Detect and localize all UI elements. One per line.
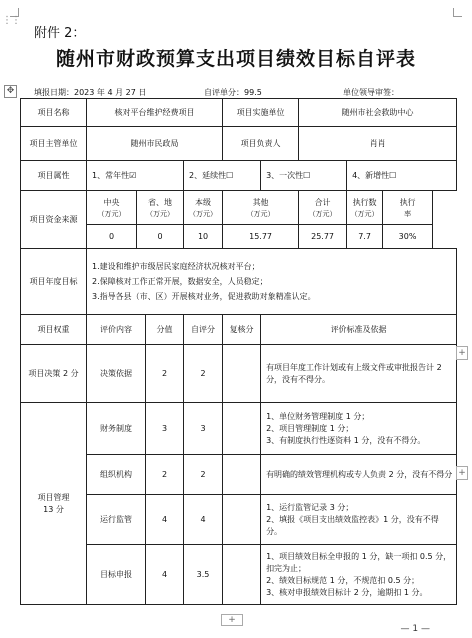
- content-cell: 组织机构: [87, 455, 146, 495]
- weight-decision: 项目决策 2 分: [21, 345, 87, 403]
- dept-label: 项目主管单位: [21, 127, 87, 161]
- funds-header-central: 中央 （万元）: [87, 191, 137, 225]
- attr-option-2[interactable]: 2、延续性☐: [184, 161, 261, 191]
- content-cell: 财务制度: [87, 403, 146, 455]
- row-score-header: [21, 315, 457, 345]
- criteria-cell: 有项目年度工作计划或有上级文件或审批报告计 2 分，没有不得分。: [261, 345, 457, 403]
- criteria-cell: 1、项目绩效目标全申报的 1 分，缺一项扣 0.5 分，扣完为止； 2、绩效目标规范 1 分，不规范扣 0.5 分； 3、核对申报绩效目标计 2 分，逾期扣 1 分。: [261, 545, 457, 605]
- goals-label: 项目年度目标: [21, 249, 87, 315]
- goal-line: 3.指导各县（市、区）开展核对业务，促进救助对象精准认定。: [92, 292, 316, 301]
- content-cell: 运行监管: [87, 495, 146, 545]
- row-project-name: [21, 99, 457, 127]
- leader-sign-label: 单位领导审签：: [343, 88, 399, 97]
- header-content: 评价内容: [87, 315, 146, 345]
- table-row: [21, 495, 457, 545]
- insert-row-plus-icon[interactable]: +: [221, 614, 243, 626]
- criteria-cell: 有明确的绩效管理机构或专人负责 2 分，没有不得分: [261, 455, 457, 495]
- fill-date: 填报日期：2023 年 4 月 27 日: [34, 88, 147, 97]
- table-row: [21, 345, 457, 403]
- table-row: [21, 403, 457, 455]
- review-score-cell: [223, 345, 261, 403]
- header-points: 分值: [146, 315, 184, 345]
- row-annual-goals: [21, 249, 457, 315]
- weight-management: 项目管理 13 分: [21, 403, 87, 605]
- review-score-cell: [223, 403, 261, 455]
- crop-mark-top-right: [453, 8, 462, 17]
- points-cell: 2: [146, 345, 184, 403]
- self-score-cell: 2: [184, 345, 223, 403]
- row-funds-header: [21, 191, 457, 225]
- points-cell: 4: [146, 495, 184, 545]
- content-cell: 目标申报: [87, 545, 146, 605]
- table-move-handle-icon[interactable]: ✥: [4, 85, 17, 98]
- attr-label: 项目属性: [21, 161, 87, 191]
- owner-value: 肖肖: [299, 127, 457, 161]
- impl-unit-label: 项目实施单位: [223, 99, 299, 127]
- criteria-cell: 1、运行监管记录 3 分； 2、填报《项目支出绩效监控表》1 分，没有不得分。: [261, 495, 457, 545]
- goal-line: 2.保障核对工作正常开展，数据安全，人员稳定；: [92, 277, 268, 286]
- points-cell: 3: [146, 403, 184, 455]
- owner-label: 项目负责人: [223, 127, 299, 161]
- funds-value-central: 0: [87, 225, 137, 249]
- annex-label: 附件 2：: [34, 26, 86, 41]
- funds-value-local: 10: [184, 225, 223, 249]
- attr-option-3[interactable]: 3、一次性☐: [261, 161, 347, 191]
- attr-option-4[interactable]: 4、新增性☐: [347, 161, 457, 191]
- project-name-label: 项目名称: [21, 99, 87, 127]
- insert-column-plus-icon[interactable]: +: [456, 466, 468, 480]
- dept-value: 随州市民政局: [87, 127, 223, 161]
- row-project-attr: [21, 161, 457, 191]
- page-number: — 1 —: [400, 624, 430, 634]
- document-title: 随州市财政预算支出项目绩效目标自评表: [55, 48, 416, 70]
- funds-value-executed: 7.7: [347, 225, 383, 249]
- funds-header-total: 合计 （万元）: [299, 191, 347, 225]
- self-score-cell: 2: [184, 455, 223, 495]
- funds-header-other: 其他 （万元）: [223, 191, 299, 225]
- drag-grip-icon[interactable]: ⋮⋮: [2, 15, 20, 26]
- row-funds-values: [21, 225, 457, 249]
- funds-value-total: 25.77: [299, 225, 347, 249]
- funds-label: 项目资金来源: [21, 191, 87, 249]
- points-cell: 2: [146, 455, 184, 495]
- header-review-score: 复核分: [223, 315, 261, 345]
- review-score-cell: [223, 495, 261, 545]
- table-row: [21, 455, 457, 495]
- funds-value-province: 0: [137, 225, 184, 249]
- funds-header-local: 本级 （万元）: [184, 191, 223, 225]
- self-score-cell: 4: [184, 495, 223, 545]
- goal-line: 1.建设和维护市级居民家庭经济状况核对平台；: [92, 262, 260, 271]
- content-cell: 决策依据: [87, 345, 146, 403]
- goals-text: [87, 249, 457, 315]
- insert-column-plus-icon[interactable]: +: [456, 346, 468, 360]
- funds-value-other: 15.77: [223, 225, 299, 249]
- row-project-dept: [21, 127, 457, 161]
- project-name-value: 核对平台维护经费项目: [87, 99, 223, 127]
- table-row: [21, 545, 457, 605]
- evaluation-table: [20, 98, 457, 605]
- funds-value-rate: 30%: [383, 225, 433, 249]
- self-score-unit: 自评单分：99.5: [204, 88, 262, 97]
- attr-option-1[interactable]: 1、常年性☑: [87, 161, 184, 191]
- criteria-cell: 1、单位财务管理制度 1 分； 2、项目管理制度 1 分； 3、有制度执行性逐资料 1 分，没有不得分。: [261, 403, 457, 455]
- header-self-score: 自评分: [184, 315, 223, 345]
- review-score-cell: [223, 455, 261, 495]
- review-score-cell: [223, 545, 261, 605]
- points-cell: 4: [146, 545, 184, 605]
- funds-header-rate: 执行 率: [383, 191, 433, 225]
- self-score-cell: 3: [184, 403, 223, 455]
- self-score-cell: 3.5: [184, 545, 223, 605]
- header-weight: 项目权重: [21, 315, 87, 345]
- header-criteria: 评价标准及依据: [261, 315, 457, 345]
- impl-unit-value: 随州市社会救助中心: [299, 99, 457, 127]
- funds-header-province: 省、地 （万元）: [137, 191, 184, 225]
- funds-header-executed: 执行数 （万元）: [347, 191, 383, 225]
